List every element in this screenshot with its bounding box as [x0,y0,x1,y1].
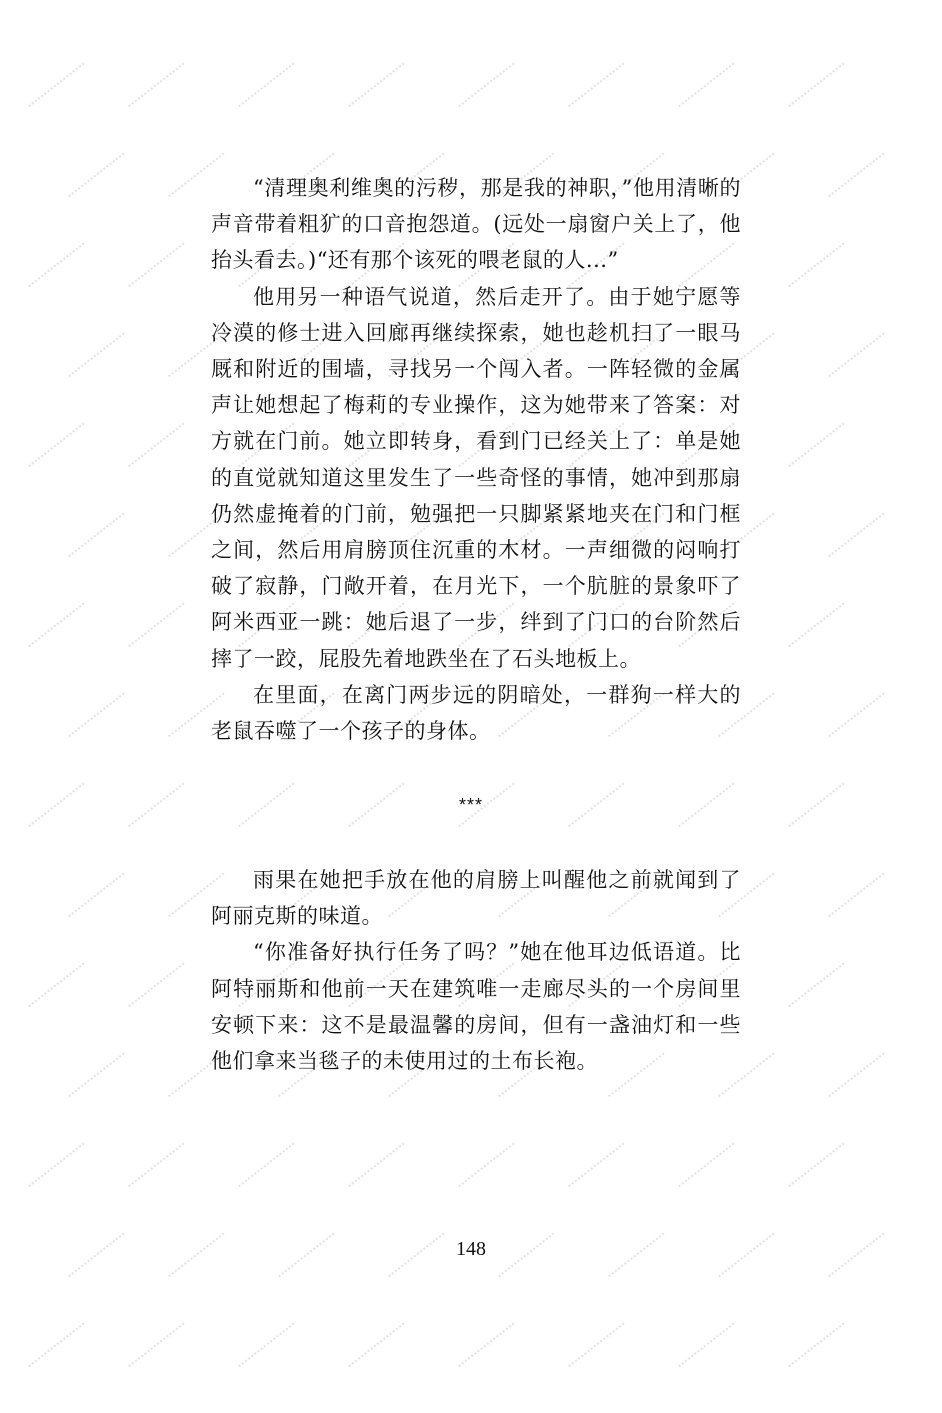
watermark-mark [828,513,887,561]
watermark-mark [68,1053,127,1101]
watermark-mark [68,873,127,921]
watermark-mark [28,63,87,111]
paragraph: 雨果在她把手放在他的肩膀上叫醒他之前就闻到了阿丽克斯的味道。 [211,868,741,929]
watermark-mark [788,963,847,1011]
paragraph: “你准备好执行任务了吗？”她在他耳边低语道。比阿特丽斯和他前一天在建筑唯一走廊尽头的一个房间里安顿下来：这不是最温馨的房间，但有一盏油灯和一些他们拿来当毯子的未使用过的土布长袍。 [211,940,741,1074]
section-separator: *** [458,795,483,815]
page-number: 148 [456,1238,486,1260]
watermark-mark [458,1323,517,1371]
watermark-mark [128,243,187,291]
watermark-mark [28,1143,87,1191]
watermark-mark [348,1143,407,1191]
watermark-mark [458,1143,517,1191]
watermark-mark [28,603,87,651]
watermark-mark [788,1143,847,1191]
watermark-mark [788,1323,847,1371]
watermark-mark [568,1323,627,1371]
watermark-mark [128,63,187,111]
watermark-mark [678,63,737,111]
watermark-mark [238,63,297,111]
watermark-mark [28,963,87,1011]
watermark-mark [788,243,847,291]
watermark-mark [68,693,127,741]
paragraph: “清理奥利维奥的污秽，那是我的神职，”他用清晰的声音带着粗犷的口音抱怨道。(远处一扇窗户关上了，他抬头看去。)“还有那个该死的喂老鼠的人...” [211,176,741,273]
watermark-mark [348,1323,407,1371]
watermark-mark [788,63,847,111]
watermark-mark [238,1143,297,1191]
watermark-mark [68,513,127,561]
paragraph: 在里面，在离门两步远的阴暗处，一群狗一样大的老鼠吞噬了一个孩子的身体。 [211,682,741,744]
watermark-mark [828,153,887,201]
watermark-mark [128,1143,187,1191]
text-section-two [211,862,741,1079]
watermark-mark [788,423,847,471]
watermark-mark [828,1053,887,1101]
watermark-mark [458,63,517,111]
watermark-mark [828,333,887,381]
watermark-mark [788,603,847,651]
watermark-mark [128,603,187,651]
watermark-mark [128,963,187,1011]
watermark-mark [678,1323,737,1371]
watermark-mark [128,423,187,471]
watermark-mark [128,1323,187,1371]
watermark-mark [68,153,127,201]
watermark-mark [568,1143,627,1191]
watermark-mark [828,693,887,741]
watermark-mark [28,1323,87,1371]
watermark-mark [828,873,887,921]
watermark-mark [28,243,87,291]
paragraph: 他用另一种语气说道，然后走开了。由于她宁愿等冷漠的修士进入回廊再继续探索，她也趁机扫了一眼马厩和附近的围墙，寻找另一个闯入者。一阵轻微的金属声让她想起了梅莉的专业操作，这为她带来了答案：对方就在门前。她立即转身，看到门已经关上了：单是她的直觉就知道这里发生了一些奇怪的事情，她冲到那扇仍然虚掩着的门前，勉强把一只脚紧紧地夹在门和门框之间，然后用肩膀顶住沉重的木材。一声细微的闷响打破了寂静，门敞开着，在月光下，一个肮脏的景象吓了阿米西亚一跳：她后退了一步，绊到了门口的台阶然后摔了一跤，屁股先着地跌坐在了石头地板上。 [211,284,741,671]
watermark-mark [568,63,627,111]
watermark-mark [28,423,87,471]
watermark-mark [68,333,127,381]
watermark-mark [348,63,407,111]
text-section-one [211,170,741,749]
watermark-mark [238,1323,297,1371]
watermark-mark [678,1143,737,1191]
